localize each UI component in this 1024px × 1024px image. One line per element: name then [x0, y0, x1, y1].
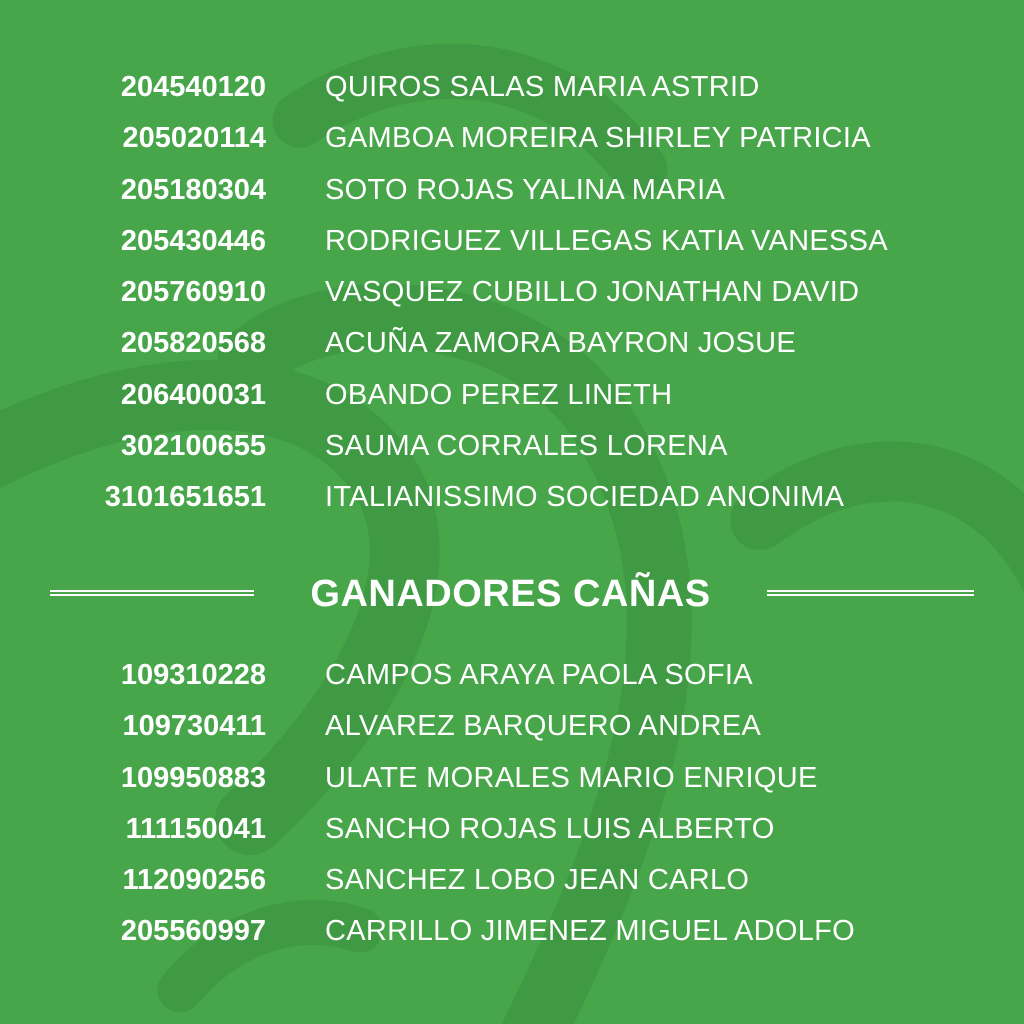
list-item	[0, 650, 1024, 701]
winner-name: VASQUEZ CUBILLO JONATHAN DAVID	[325, 276, 860, 309]
list-item	[0, 267, 1024, 318]
section-title: GANADORES CAÑAS	[310, 573, 711, 615]
list-item	[0, 216, 1024, 267]
list-item	[0, 62, 1024, 113]
winner-id: 204540120	[120, 71, 266, 103]
winner-id: 205760910	[120, 276, 266, 309]
winner-name: RODRIGUEZ VILLEGAS KATIA VANESSA	[325, 224, 888, 257]
winner-id: 109730411	[122, 710, 266, 743]
winner-id: 112090256	[122, 864, 266, 897]
winner-name: CAMPOS ARAYA PAOLA SOFIA	[325, 659, 753, 691]
list-item	[0, 804, 1024, 855]
list-item	[0, 318, 1024, 369]
winner-id: 109310228	[120, 659, 266, 691]
winners-list-canas	[0, 650, 1024, 958]
winner-id: 302100655	[120, 430, 266, 463]
divider-right	[767, 590, 974, 596]
list-item	[0, 906, 1024, 957]
winner-id: 205430446	[120, 224, 266, 257]
winner-id: 111150041	[125, 812, 266, 845]
list-item	[0, 855, 1024, 906]
winner-name: ACUÑA ZAMORA BAYRON JOSUE	[325, 327, 797, 360]
winner-id: 3101651651	[104, 481, 266, 514]
list-item	[0, 113, 1024, 164]
list-item	[0, 701, 1024, 752]
winner-name: GAMBOA MOREIRA SHIRLEY PATRICIA	[325, 122, 871, 155]
winner-name: ITALIANISSIMO SOCIEDAD ANONIMA	[325, 481, 845, 514]
divider-left	[50, 590, 254, 596]
winner-name: ULATE MORALES MARIO ENRIQUE	[325, 761, 818, 794]
list-item	[0, 370, 1024, 421]
winner-id: 205820568	[120, 327, 266, 360]
winner-name: QUIROS SALAS MARIA ASTRID	[325, 71, 760, 103]
list-item	[0, 472, 1024, 523]
winner-id: 205180304	[120, 173, 266, 206]
winner-name: SANCHO ROJAS LUIS ALBERTO	[325, 812, 775, 845]
winner-name: SAUMA CORRALES LORENA	[325, 430, 728, 463]
winner-id: 205020114	[122, 122, 266, 155]
list-item	[0, 421, 1024, 472]
winner-name: SANCHEZ LOBO JEAN CARLO	[325, 864, 750, 897]
winners-list-top	[0, 62, 1024, 524]
winner-name: CARRILLO JIMENEZ MIGUEL ADOLFO	[325, 915, 856, 948]
list-item	[0, 165, 1024, 216]
winner-name: OBANDO PEREZ LINETH	[325, 378, 673, 411]
winner-id: 206400031	[120, 378, 266, 411]
winner-name: SOTO ROJAS YALINA MARIA	[325, 173, 726, 206]
winner-name: ALVAREZ BARQUERO ANDREA	[325, 710, 762, 743]
winner-id: 109950883	[120, 761, 266, 794]
winner-id: 205560997	[120, 915, 266, 948]
list-item	[0, 753, 1024, 804]
section-header-canas	[0, 566, 1024, 622]
